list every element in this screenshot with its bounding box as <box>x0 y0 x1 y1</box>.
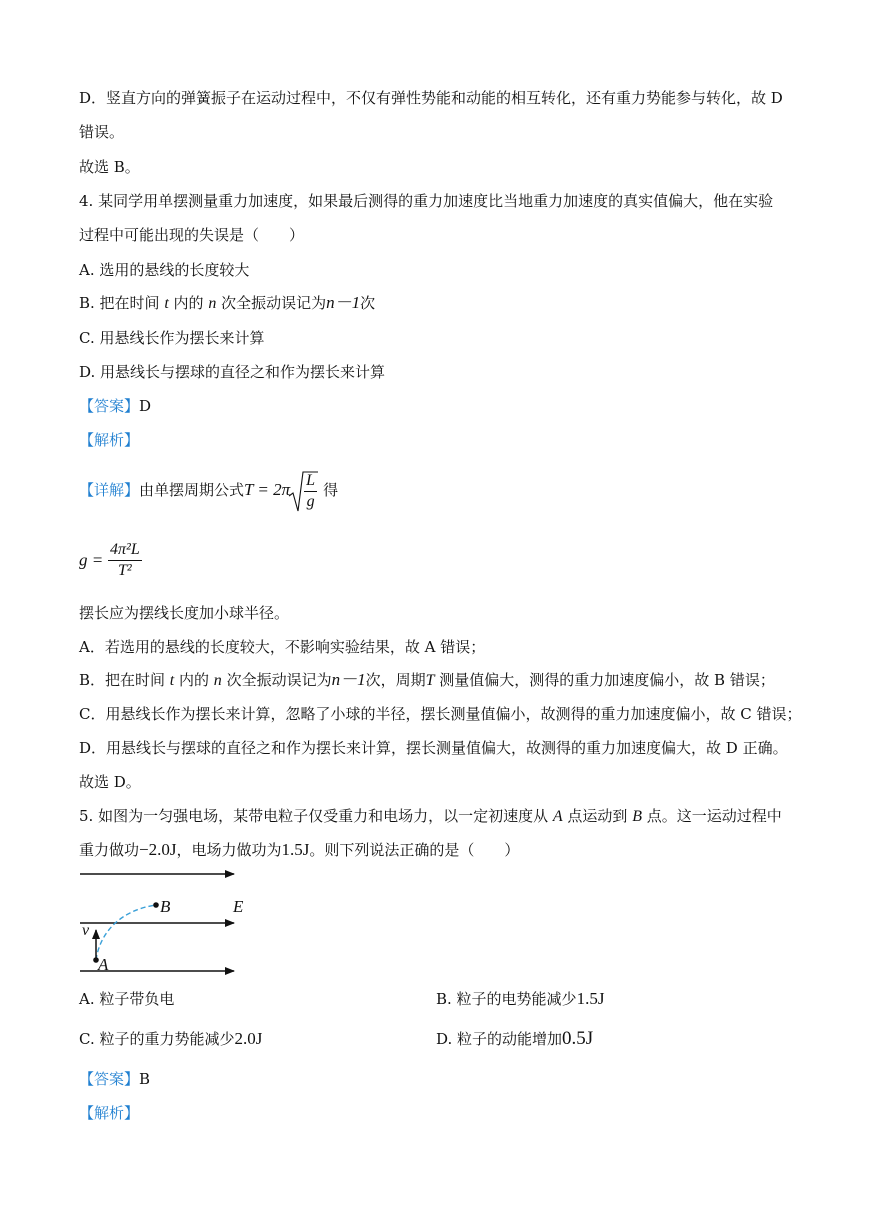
q5-option-a: A. 粒子带负电 <box>79 990 175 1008</box>
label-a: A <box>98 955 109 974</box>
q4-formula-g: g <box>306 492 315 510</box>
q4-note: 摆长应为摆线长度加小球半径。 <box>79 604 290 622</box>
q4-b-expl-var-T: T <box>425 672 435 689</box>
q4-answer <box>79 396 151 416</box>
q4-answer-tag: 【答案】 <box>79 397 140 415</box>
q5-gravity-work: −2.0J <box>139 840 177 859</box>
q4-option-b <box>79 293 375 314</box>
q4-answer-value: D <box>139 397 152 415</box>
q5-stem-text5: ，电场力做功为 <box>176 841 282 859</box>
q4-option-b-text: B. 把在时间 <box>79 294 165 312</box>
q4-g-denominator: T² <box>118 562 132 579</box>
q5-stem-text2: 点运动到 <box>562 807 633 825</box>
q4-stem-line2: 过程中可能出现的失误是（ ） <box>79 226 305 244</box>
q4-b-expl-var-n: n <box>213 672 222 689</box>
q4-b-expl-var-t: t <box>169 672 175 689</box>
q4-option-c: C. 用悬线长作为摆长来计算 <box>79 329 265 347</box>
q4-b-explanation <box>79 670 775 691</box>
q4-g-numerator: 4π²L <box>108 540 142 561</box>
q5-option-d <box>436 1029 593 1049</box>
q4-option-b-math: n－1 <box>326 293 361 312</box>
q4-c-explanation: C．用悬线长作为摆长来计算，忽略了小球的半径，摆长测量值偏小，故测得的重力加速度偏小，故 C 错误； <box>79 705 802 723</box>
q4-d-explanation: D．用悬线长与摆球的直径之和作为摆长来计算，摆长测量值偏大，故测得的重力加速度偏大，故 D 正确。 <box>79 739 788 757</box>
q4-g-formula <box>79 540 142 586</box>
q4-option-a: A. 选用的悬线的长度较大 <box>79 261 250 279</box>
q5-option-b <box>436 989 604 1009</box>
q4-b-expl-text2: 内的 <box>174 671 214 689</box>
q4-formula-sqrt <box>290 470 317 512</box>
q4-b-expl-math: n－1 <box>331 670 366 689</box>
q5-stem-text4: 重力做功 <box>79 841 140 859</box>
q4-detail-post: 得 <box>323 481 339 499</box>
q4-a-explanation: A．若选用的悬线的长度较大，不影响实验结果，故 A 错误； <box>79 638 486 656</box>
q5-analysis-tag: 【解析】 <box>79 1104 140 1122</box>
q4-stem-line1: 4. 某同学用单摆测量重力加速度，如果最后测得的重力加速度比当地重力加速度的真实值偏大，他在实验 <box>79 192 774 210</box>
q4-detail-tag: 【详解】 <box>79 481 140 499</box>
q5-answer-value: B <box>139 1070 151 1088</box>
q4-option-b-text3: 次全振动误记为 <box>216 294 327 312</box>
q4-option-b-text4: 次 <box>360 294 376 312</box>
q5-stem-text6: 。则下列说法正确的是（ ） <box>309 841 520 859</box>
q4-option-b-var-n: n <box>208 295 217 312</box>
q4-formula-period: T = 2π <box>244 480 291 499</box>
q4-analysis-tag: 【解析】 <box>79 431 140 449</box>
q4-b-expl-text5: 测量值偏大，测得的重力加速度偏小，故 B 错误； <box>434 671 775 689</box>
point-b-dot <box>153 902 159 908</box>
q5-option-c <box>79 1029 262 1049</box>
q5-option-b-text: B. 粒子的电势能减少 <box>436 990 577 1008</box>
q5-option-d-text: D. 粒子的动能增加 <box>436 1030 563 1048</box>
label-b: B <box>160 897 171 916</box>
q5-option-c-value: 2.0J <box>234 1029 263 1048</box>
sqrt-sign-icon <box>288 470 318 514</box>
q3-option-d-explanation-line2: 错误。 <box>79 123 125 141</box>
q4-conclusion: 故选 D。 <box>79 773 141 791</box>
q3-option-d-explanation-line1: D．竖直方向的弹簧振子在运动过程中，不仅有弹性势能和动能的相互转化，还有重力势能参与转化，故 D <box>79 89 783 107</box>
q4-g-fraction <box>108 540 142 581</box>
q4-formula-L: L <box>304 471 317 492</box>
q4-option-b-text2: 内的 <box>168 294 209 312</box>
q5-stem-text: 5. 如图为一匀强电场，某带电粒子仅受重力和电场力，以一定初速度从 <box>79 807 553 825</box>
q4-b-expl-text3: 次全振动误记为 <box>221 671 332 689</box>
q4-option-b-var-t: t <box>164 295 169 312</box>
trajectory-curve <box>96 905 156 960</box>
q4-detail-line <box>79 470 338 514</box>
q4-option-d: D. 用悬线长与摆球的直径之和作为摆长来计算 <box>79 363 386 381</box>
q5-answer-tag: 【答案】 <box>79 1070 140 1088</box>
q5-option-c-text: C. 粒子的重力势能减少 <box>79 1030 235 1048</box>
label-e: E <box>233 897 244 916</box>
q4-b-expl-text: B．把在时间 <box>79 671 170 689</box>
q4-detail-text: 由单摆周期公式 <box>139 481 245 499</box>
q4-g-lhs: g = <box>79 550 104 570</box>
q5-stem-text3: 点。这一运动过程中 <box>641 807 782 825</box>
q5-option-b-value: 1.5J <box>576 989 605 1008</box>
q5-electric-work: 1.5J <box>281 840 310 859</box>
q5-stem-point-b: B <box>632 808 642 825</box>
q5-electric-field-figure <box>76 862 256 982</box>
label-v: v <box>82 922 90 939</box>
q5-stem-line2 <box>79 840 519 860</box>
q5-stem-line1 <box>79 806 782 827</box>
q4-b-expl-text4: 次，周期 <box>365 671 426 689</box>
q3-conclusion: 故选 B。 <box>79 158 140 176</box>
q5-answer <box>79 1069 150 1089</box>
q5-option-d-value: 0.5J <box>562 1028 594 1049</box>
q5-stem-point-a: A <box>552 808 563 825</box>
